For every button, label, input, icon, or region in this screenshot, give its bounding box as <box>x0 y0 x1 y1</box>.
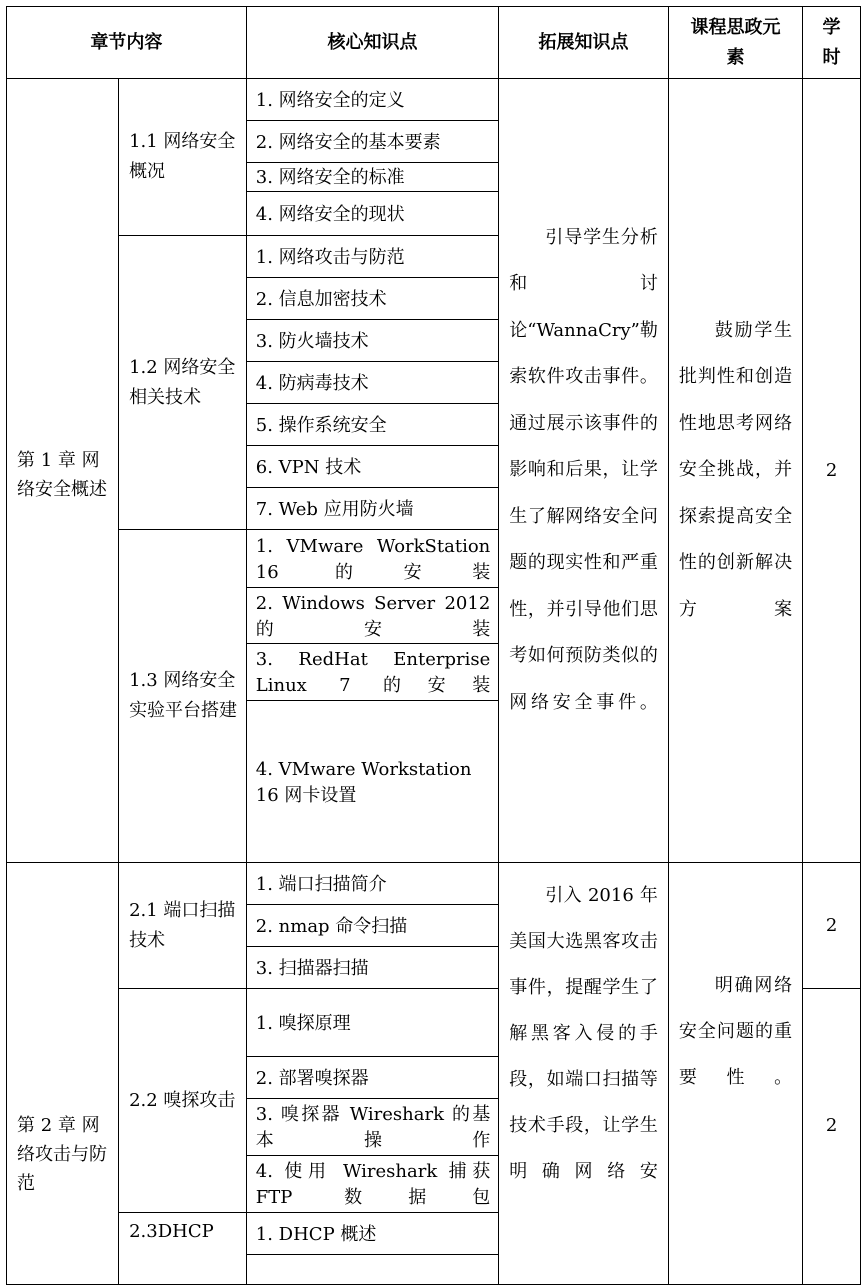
knowledge-point: 4. 使用 Wireshark 捕获 FTP 数据包 <box>246 1156 499 1213</box>
knowledge-point: 3. 扫描器扫描 <box>246 947 499 989</box>
knowledge-point: 2. 信息加密技术 <box>246 278 499 320</box>
knowledge-point: 1. 嗅探原理 <box>246 989 499 1057</box>
knowledge-point: 3. RedHat Enterprise Linux 7 的安装 <box>246 644 499 701</box>
knowledge-point: 6. VPN 技术 <box>246 446 499 488</box>
chapter1-hours: 2 <box>803 79 861 863</box>
knowledge-point: 1. 端口扫描简介 <box>246 863 499 905</box>
knowledge-point: 2. Windows Server 2012 的安装 <box>246 588 499 644</box>
knowledge-point: 3. 嗅探器 Wireshark 的基本操作 <box>246 1099 499 1156</box>
header-ideology: 课程思政元素 <box>668 7 802 79</box>
section-2-1-hours: 2 <box>803 863 861 989</box>
knowledge-point: 1. 网络攻击与防范 <box>246 236 499 278</box>
knowledge-point: 3. 防火墙技术 <box>246 320 499 362</box>
syllabus-table <box>6 6 861 1285</box>
chapter2-extended: 引入 2016 年美国大选黑客攻击事件，提醒学生了解黑客入侵的手段，如端口扫描等技术手段，让学生明确网络安 <box>499 863 669 1285</box>
header-hours: 学时 <box>803 7 861 79</box>
section-1-2: 1.2 网络安全相关技术 <box>119 236 247 530</box>
chapter1-extended: 引导学生分析和讨论“WannaCry”勒索软件攻击事件。通过展示该事件的影响和后果，让学生了解网络安全问题的现实性和严重性，并引导他们思考如何预防类似的网络安全事件。 <box>499 79 669 863</box>
header-row <box>7 7 861 79</box>
knowledge-point: 2. 网络安全的基本要素 <box>246 121 499 163</box>
knowledge-point: 1. 网络安全的定义 <box>246 79 499 121</box>
knowledge-point: 1. VMware WorkStation 16 的安装 <box>246 530 499 588</box>
chapter1-title: 第 1 章 网络安全概述 <box>7 79 119 863</box>
knowledge-point: 5. 操作系统安全 <box>246 404 499 446</box>
knowledge-point: 4. VMware Workstation 16 网卡设置 <box>246 701 499 863</box>
table-row <box>7 863 861 905</box>
section-2-3: 2.3DHCP <box>119 1213 247 1285</box>
section-2-2: 2.2 嗅探攻击 <box>119 989 247 1213</box>
section-2-2-hours: 2 <box>803 989 861 1285</box>
table-row <box>7 79 861 121</box>
chapter2-title: 第 2 章 网络攻击与防范 <box>7 863 119 1285</box>
knowledge-point: 2. nmap 命令扫描 <box>246 905 499 947</box>
header-chapter: 章节内容 <box>7 7 247 79</box>
section-2-1: 2.1 端口扫描技术 <box>119 863 247 989</box>
knowledge-point: 3. 网络安全的标准 <box>246 163 499 192</box>
header-core: 核心知识点 <box>246 7 499 79</box>
section-1-3: 1.3 网络安全实验平台搭建 <box>119 530 247 863</box>
chapter1-ideology: 鼓励学生批判性和创造性地思考网络安全挑战，并探索提高安全性的创新解决方案 <box>668 79 802 863</box>
knowledge-point: 4. 防病毒技术 <box>246 362 499 404</box>
chapter2-ideology: 明确网络安全问题的重要性。 <box>668 863 802 1285</box>
knowledge-point: 2. 部署嗅探器 <box>246 1057 499 1099</box>
knowledge-point: 4. 网络安全的现状 <box>246 192 499 236</box>
knowledge-point: 1. DHCP 概述 <box>246 1213 499 1255</box>
header-extended: 拓展知识点 <box>499 7 669 79</box>
knowledge-point: 7. Web 应用防火墙 <box>246 488 499 530</box>
knowledge-point-empty <box>246 1255 499 1285</box>
section-1-1: 1.1 网络安全概况 <box>119 79 247 236</box>
